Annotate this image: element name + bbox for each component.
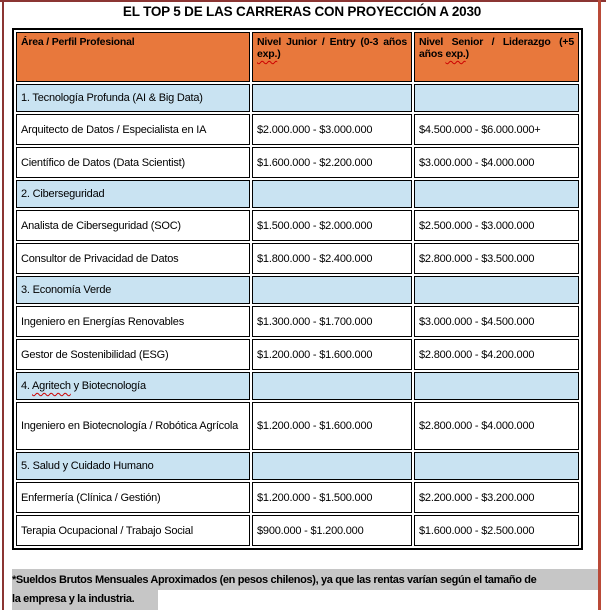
section-row-economia-verde <box>16 276 579 304</box>
senior-salary-value: $2.800.000 - $4.000.000 <box>419 420 535 432</box>
page-frame-left <box>2 0 4 610</box>
senior-salary-cell <box>414 243 579 274</box>
empty-cell <box>414 180 579 208</box>
section-label <box>21 380 146 392</box>
footnote-line-2: la empresa y la industria. <box>12 590 158 610</box>
senior-salary-value: $2.800.000 - $4.200.000 <box>419 348 535 361</box>
table-row <box>16 210 579 241</box>
area-cell <box>16 482 250 513</box>
header-senior-misspelling: exp. <box>445 48 466 60</box>
area-label: Analista de Ciberseguridad (SOC) <box>21 219 181 232</box>
senior-salary-value: $2.800.000 - $3.500.000 <box>419 252 535 265</box>
footnote <box>12 569 606 610</box>
section-label-prefix: 4. <box>21 380 33 392</box>
area-cell <box>16 210 250 241</box>
section-row-agritech <box>16 372 579 400</box>
section-label-cell <box>16 84 250 112</box>
senior-salary-value: $3.000.000 - $4.500.000 <box>419 315 535 328</box>
section-label: 3. Economía Verde <box>21 284 112 296</box>
header-senior-label-suffix: ) <box>465 48 469 60</box>
senior-salary-cell <box>414 515 579 546</box>
empty-cell <box>414 276 579 304</box>
empty-cell <box>414 452 579 480</box>
page-frame-top <box>0 0 606 2</box>
area-cell <box>16 147 250 178</box>
junior-salary-cell <box>252 243 412 274</box>
senior-salary-cell <box>414 114 579 145</box>
header-senior-label: Nivel Senior / Liderazgo (+5 años <box>419 36 574 60</box>
header-junior-label-suffix: ) <box>277 48 281 60</box>
junior-salary-value: $1.200.000 - $1.600.000 <box>257 348 373 361</box>
senior-salary-cell <box>414 339 579 370</box>
page-frame-right <box>598 0 601 610</box>
senior-salary-value: $3.000.000 - $4.000.000 <box>419 156 535 169</box>
senior-salary-cell <box>414 306 579 337</box>
section-label-cell <box>16 372 250 400</box>
area-label: Consultor de Privacidad de Datos <box>21 252 179 265</box>
section-label: 2. Ciberseguridad <box>21 188 105 200</box>
senior-salary-cell <box>414 482 579 513</box>
header-cell-senior <box>414 32 579 82</box>
table-row <box>16 243 579 274</box>
table-row <box>16 114 579 145</box>
empty-cell <box>252 372 412 400</box>
area-cell <box>16 402 250 450</box>
empty-cell <box>252 180 412 208</box>
junior-salary-value: $900.000 - $1.200.000 <box>257 524 364 537</box>
area-label: Enfermería (Clínica / Gestión) <box>21 491 161 504</box>
empty-cell <box>252 276 412 304</box>
area-cell <box>16 114 250 145</box>
senior-salary-value: $4.500.000 - $6.000.000+ <box>419 123 541 136</box>
section-row-salud <box>16 452 579 480</box>
junior-salary-cell <box>252 339 412 370</box>
area-cell <box>16 515 250 546</box>
header-cell-area <box>16 32 250 82</box>
senior-salary-cell <box>414 147 579 178</box>
section-label-cell <box>16 276 250 304</box>
junior-salary-value: $1.600.000 - $2.200.000 <box>257 156 373 169</box>
section-label-suffix: y Biotecnología <box>70 380 146 392</box>
page-title: EL TOP 5 DE LAS CARRERAS CON PROYECCIÓN A 2030 <box>122 4 482 19</box>
section-label-misspelling: Agritech <box>32 380 71 392</box>
table-row <box>16 339 579 370</box>
header-junior-misspelling: exp. <box>257 48 278 60</box>
area-cell <box>16 339 250 370</box>
area-label: Gestor de Sostenibilidad (ESG) <box>21 348 169 361</box>
junior-salary-value: $1.200.000 - $1.500.000 <box>257 491 373 504</box>
junior-salary-cell <box>252 306 412 337</box>
header-area-label: Área / Perfil Profesional <box>21 36 135 48</box>
junior-salary-cell <box>252 147 412 178</box>
section-label-cell <box>16 452 250 480</box>
empty-cell <box>414 84 579 112</box>
junior-salary-cell <box>252 210 412 241</box>
area-label: Terapia Ocupacional / Trabajo Social <box>21 524 193 537</box>
area-cell <box>16 243 250 274</box>
senior-salary-value: $1.600.000 - $2.500.000 <box>419 524 535 537</box>
empty-cell <box>414 372 579 400</box>
junior-salary-cell <box>252 114 412 145</box>
senior-salary-value: $2.500.000 - $3.000.000 <box>419 219 535 232</box>
table-row <box>16 515 579 546</box>
junior-salary-cell <box>252 482 412 513</box>
table-row <box>16 482 579 513</box>
senior-salary-value: $2.200.000 - $3.200.000 <box>419 491 535 504</box>
section-label: 5. Salud y Cuidado Humano <box>21 460 154 472</box>
empty-cell <box>252 452 412 480</box>
area-label: Arquitecto de Datos / Especialista en IA <box>21 123 207 136</box>
table-row <box>16 147 579 178</box>
header-junior-label: Nivel Junior / Entry (0-3 años <box>257 36 407 48</box>
area-label: Ingeniero en Biotecnología / Robótica Agrícola <box>21 420 239 432</box>
table-row <box>16 306 579 337</box>
area-label: Científico de Datos (Data Scientist) <box>21 156 185 169</box>
junior-salary-cell <box>252 402 412 450</box>
table-row <box>16 402 579 450</box>
footnote-line-1: *Sueldos Brutos Mensuales Aproximados (en pesos chilenos), ya que las rentas varían según el tamaño de <box>12 569 598 590</box>
section-label-cell <box>16 180 250 208</box>
table-header-row <box>16 32 579 82</box>
junior-salary-cell <box>252 515 412 546</box>
header-cell-junior <box>252 32 412 82</box>
senior-salary-cell <box>414 210 579 241</box>
empty-cell <box>252 84 412 112</box>
senior-salary-cell <box>414 402 579 450</box>
junior-salary-value: $1.200.000 - $1.600.000 <box>257 420 373 432</box>
junior-salary-value: $1.300.000 - $1.700.000 <box>257 315 373 328</box>
area-cell <box>16 306 250 337</box>
section-row-ciberseguridad <box>16 180 579 208</box>
section-row-tecnologia <box>16 84 579 112</box>
area-label: Ingeniero en Energías Renovables <box>21 315 184 328</box>
junior-salary-value: $2.000.000 - $3.000.000 <box>257 123 373 136</box>
section-label: 1. Tecnología Profunda (AI & Big Data) <box>21 92 203 104</box>
junior-salary-value: $1.500.000 - $2.000.000 <box>257 219 373 232</box>
junior-salary-value: $1.800.000 - $2.400.000 <box>257 252 373 265</box>
salary-table <box>12 28 583 550</box>
